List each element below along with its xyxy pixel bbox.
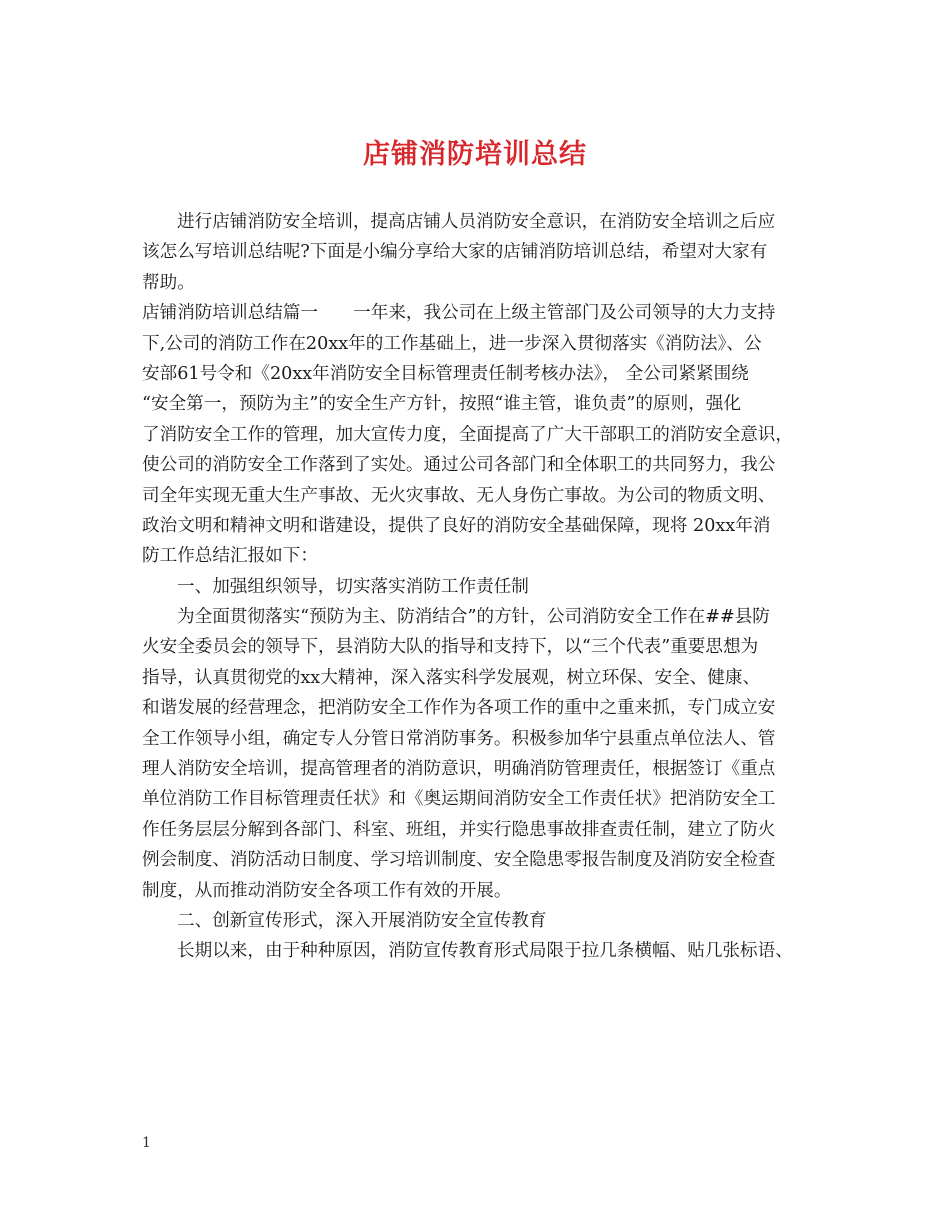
text-line: 政治文明和精神文明和谐建设，提供了良好的消防安全基础保障，现将 20xx年消 xyxy=(142,515,771,536)
text-line: 制度，从而推动消防安全各项工作有效的开展。 xyxy=(142,880,512,901)
document-body xyxy=(142,207,812,967)
text-line: 防工作总结汇报如下： xyxy=(142,546,318,567)
text-line: “安全第一，预防为主”的安全生产方针，按照“谁主管，谁负责”的原则，强化 xyxy=(142,394,741,415)
text-line: 例会制度、消防活动日制度、学习培训制度、安全隐患零报告制度及消防安全检查 xyxy=(142,850,776,871)
text-line: 为全面贯彻落实“预防为主、防消结合”的方针，公司消防安全工作在##县防 xyxy=(177,607,770,628)
document-title: 店铺消防培训总结 xyxy=(363,139,587,170)
text-line: 该怎么写培训总结呢?下面是小编分享给大家的店铺消防培训总结，希望对大家有 xyxy=(142,242,768,263)
text-line: 安部61号令和《20xx年消防安全目标管理责任制考核办法》， 全公司紧紧围绕 xyxy=(142,363,749,384)
text-line: 单位消防工作目标管理责任状》和《奥运期间消防安全工作责任状》把消防安全工 xyxy=(142,789,776,810)
text-line: 了消防安全工作的管理，加大宣传力度，全面提高了广大干部职工的消防安全意识， xyxy=(142,424,793,445)
text-line: 全工作领导小组，确定专人分管日常消防事务。积极参加华宁县重点单位法人、管 xyxy=(142,728,776,749)
section-heading: 二、创新宣传形式，深入开展消防安全宣传教育 xyxy=(177,910,547,931)
section-heading: 一、加强组织领导，切实落实消防工作责任制 xyxy=(177,576,529,597)
text-line: 作任务层层分解到各部门、科室、班组，并实行隐患事故排查责任制，建立了防火 xyxy=(142,819,776,840)
text-line: 使公司的消防安全工作落到了实处。通过公司各部门和全体职工的共同努力，我公 xyxy=(142,455,776,476)
text-line: 店铺消防培训总结篇一 一年来，我公司在上级主管部门及公司领导的大力支持 xyxy=(142,303,776,324)
page-number: 1 xyxy=(142,1135,151,1151)
text-line: 和谐发展的经营理念，把消防安全工作作为各项工作的重中之重来抓，专门成立安 xyxy=(142,698,776,719)
text-line: 长期以来，由于种种原因，消防宣传教育形式局限于拉几条横幅、贴几张标语、 xyxy=(177,941,793,962)
text-line: 下,公司的消防工作在20xx年的工作基础上，进一步深入贯彻落实《消防法》、公 xyxy=(142,333,762,354)
text-line: 帮助。 xyxy=(142,272,195,293)
text-line: 火安全委员会的领导下，县消防大队的指导和支持下，以“三个代表”重要思想为 xyxy=(142,637,759,658)
text-line: 理人消防安全培训，提高管理者的消防意识，明确消防管理责任，根据签订《重点 xyxy=(142,759,776,780)
text-line: 进行店铺消防安全培训，提高店铺人员消防安全意识，在消防安全培训之后应 xyxy=(177,212,776,232)
text-line: 指导，认真贯彻党的xx大精神，深入落实科学发展观，树立环保、安全、健康、 xyxy=(142,667,761,688)
text-line: 司全年实现无重大生产事故、无火灾事故、无人身伤亡事故。为公司的物质文明、 xyxy=(142,485,776,506)
